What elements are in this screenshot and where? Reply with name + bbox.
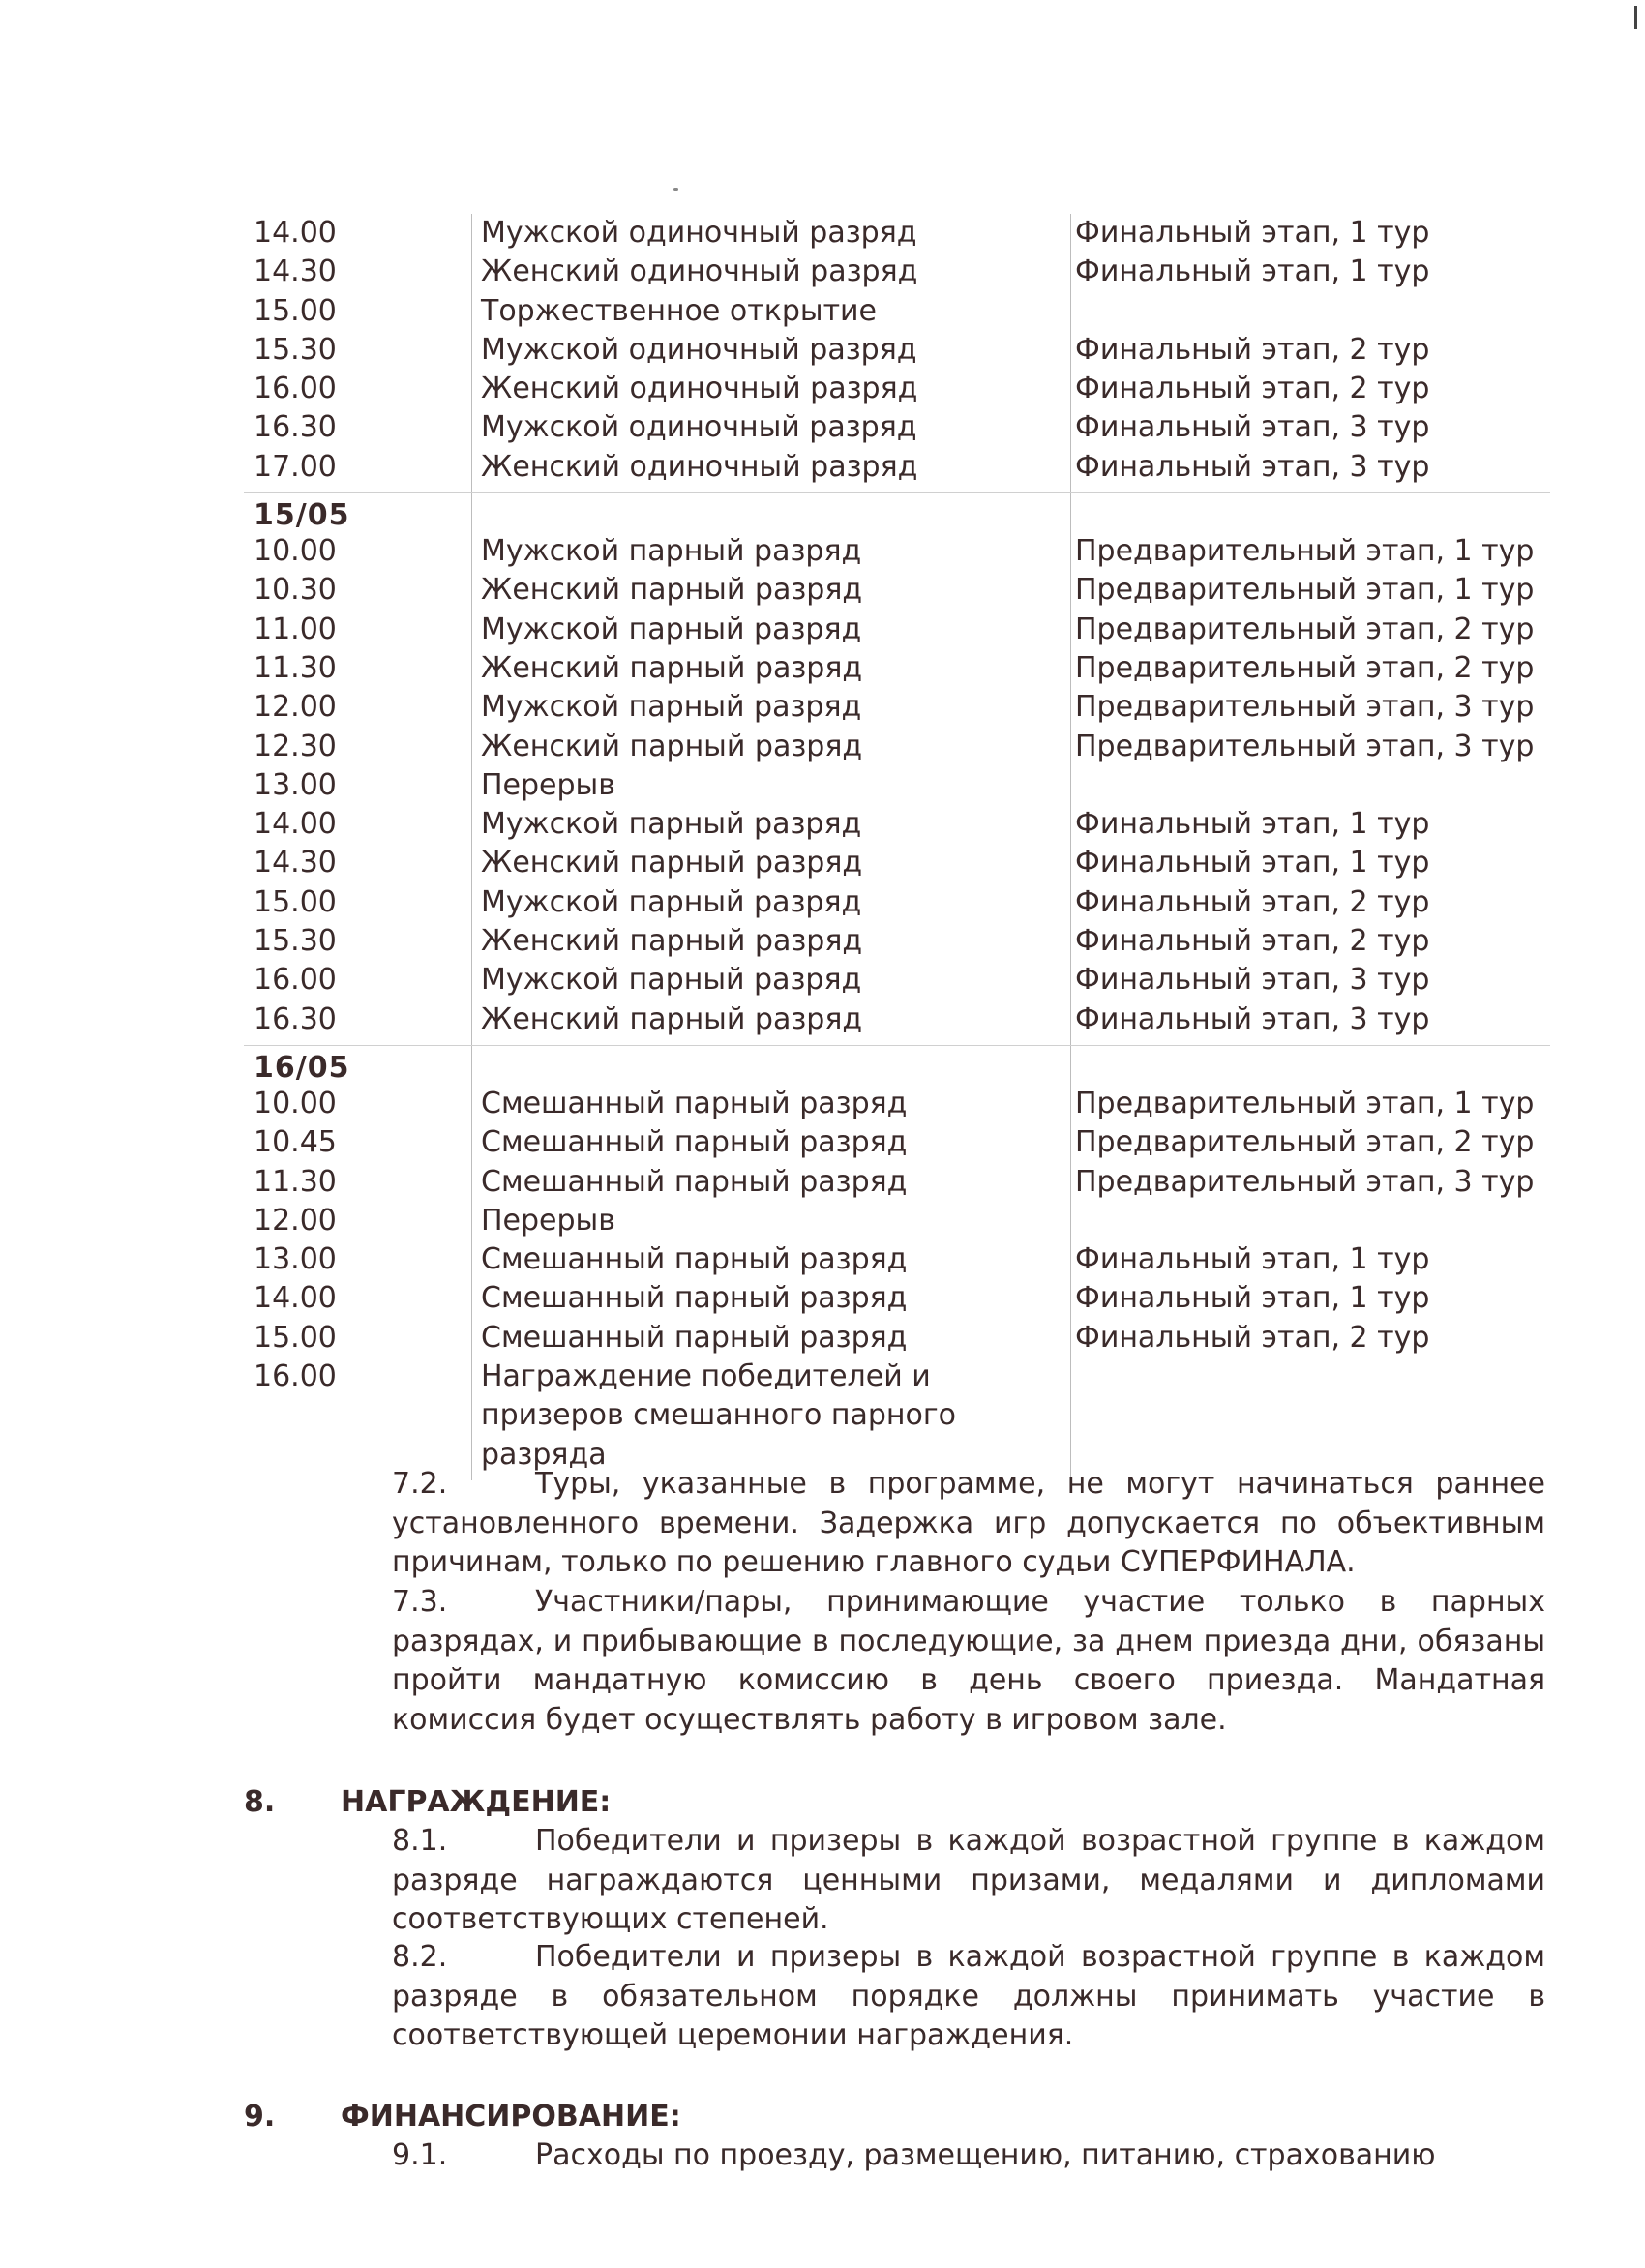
time-cell: 12.00 bbox=[254, 690, 337, 725]
schedule-row bbox=[244, 331, 1550, 370]
stage-cell: Финальный этап, 3 тур bbox=[1075, 963, 1430, 998]
event-cell: Мужской парный разряд bbox=[481, 963, 862, 998]
time-cell: 17.00 bbox=[254, 449, 337, 484]
paragraph-number: 9.1. bbox=[392, 2138, 448, 2172]
time-cell: 11.30 bbox=[254, 1164, 337, 1199]
schedule-row bbox=[244, 728, 1550, 766]
schedule-row bbox=[244, 370, 1550, 408]
schedule-row bbox=[244, 1085, 1550, 1123]
stage-cell: Предварительный этап, 2 тур bbox=[1075, 650, 1535, 685]
time-cell: 16.00 bbox=[254, 963, 337, 998]
stage-cell: Финальный этап, 1 тур bbox=[1075, 216, 1430, 250]
schedule-row bbox=[244, 448, 1550, 487]
event-cell: Мужской одиночный разряд bbox=[481, 410, 917, 445]
event-cell: Женский парный разряд bbox=[481, 1001, 863, 1036]
schedule-row bbox=[244, 214, 1550, 253]
time-cell: 10.00 bbox=[254, 1086, 337, 1120]
schedule-row bbox=[244, 1123, 1550, 1162]
time-cell: 14.00 bbox=[254, 807, 337, 842]
schedule-row bbox=[244, 883, 1550, 922]
stage-cell: Финальный этап, 2 тур bbox=[1075, 1320, 1430, 1355]
event-cell: Мужской парный разряд bbox=[481, 807, 862, 842]
time-cell: 15.30 bbox=[254, 332, 337, 367]
paragraph-text: Победители и призеры в каждой возрастной группе в каждом разряде награждаются ценными призами, медалями и дипломами соответствующих степеней. bbox=[392, 1824, 1545, 1936]
paragraph-number: 8.2. bbox=[392, 1940, 448, 1974]
schedule-table bbox=[244, 214, 1550, 1480]
section-heading-8 bbox=[244, 1783, 611, 1822]
paragraph-number: 8.1. bbox=[392, 1824, 448, 1858]
section-title: НАГРАЖДЕНИЕ: bbox=[341, 1785, 612, 1819]
day-date: 16/05 bbox=[254, 1050, 350, 1085]
scan-edge-mark bbox=[1634, 6, 1637, 29]
event-cell: Женский парный разряд bbox=[481, 650, 863, 685]
schedule-row bbox=[244, 1240, 1550, 1279]
time-cell: 16.30 bbox=[254, 1001, 337, 1036]
stage-cell: Финальный этап, 3 тур bbox=[1075, 449, 1430, 484]
stage-cell: Финальный этап, 3 тур bbox=[1075, 1001, 1430, 1036]
time-cell: 16.30 bbox=[254, 410, 337, 445]
paragraph-text: Победители и призеры в каждой возрастной группе в каждом разряде в обязательном порядке должны принимать участие в соответствующей церемонии награждения. bbox=[392, 1940, 1545, 2052]
event-cell: Мужской парный разряд bbox=[481, 884, 862, 919]
paragraph-8-1 bbox=[392, 1822, 1545, 1940]
schedule-day-block bbox=[244, 493, 1550, 1046]
scan-speck bbox=[673, 188, 678, 191]
schedule-row bbox=[244, 571, 1550, 610]
schedule-day-block bbox=[244, 1046, 1550, 1480]
stage-cell: Финальный этап, 1 тур bbox=[1075, 1242, 1430, 1277]
event-cell: Женский парный разряд bbox=[481, 573, 863, 608]
event-cell: Мужской парный разряд bbox=[481, 612, 862, 646]
event-cell: Женский одиночный разряд bbox=[481, 449, 918, 484]
section-heading-9 bbox=[244, 2098, 681, 2136]
time-cell: 16.00 bbox=[254, 372, 337, 406]
stage-cell: Финальный этап, 2 тур bbox=[1075, 332, 1430, 367]
time-cell: 13.00 bbox=[254, 767, 337, 802]
stage-cell: Предварительный этап, 3 тур bbox=[1075, 1164, 1535, 1199]
time-cell: 12.30 bbox=[254, 729, 337, 763]
time-cell: 10.30 bbox=[254, 573, 337, 608]
schedule-row bbox=[244, 1163, 1550, 1202]
time-cell: 15.00 bbox=[254, 884, 337, 919]
schedule-row bbox=[244, 253, 1550, 291]
event-cell: Перерыв bbox=[481, 767, 615, 802]
time-cell: 11.00 bbox=[254, 612, 337, 646]
schedule-row bbox=[244, 1279, 1550, 1318]
paragraph-number: 7.2. bbox=[392, 1467, 448, 1501]
schedule-row bbox=[244, 766, 1550, 805]
time-cell: 14.30 bbox=[254, 846, 337, 880]
schedule-row bbox=[244, 922, 1550, 961]
event-cell: Мужской одиночный разряд bbox=[481, 216, 917, 250]
day-header-row bbox=[244, 1046, 1550, 1085]
stage-cell: Финальный этап, 2 тур bbox=[1075, 924, 1430, 959]
stage-cell: Предварительный этап, 1 тур bbox=[1075, 1086, 1535, 1120]
stage-cell: Финальный этап, 2 тур bbox=[1075, 884, 1430, 919]
schedule-row bbox=[244, 1202, 1550, 1240]
schedule-row bbox=[244, 611, 1550, 649]
time-cell: 15.00 bbox=[254, 1320, 337, 1355]
stage-cell: Финальный этап, 1 тур bbox=[1075, 254, 1430, 289]
stage-cell: Предварительный этап, 3 тур bbox=[1075, 690, 1535, 725]
stage-cell: Финальный этап, 1 тур bbox=[1075, 1281, 1430, 1316]
event-cell: Женский парный разряд bbox=[481, 729, 863, 763]
event-cell: Женский одиночный разряд bbox=[481, 254, 918, 289]
section-number: 8. bbox=[244, 1785, 276, 1819]
time-cell: 11.30 bbox=[254, 650, 337, 685]
paragraph-9-1 bbox=[392, 2136, 1545, 2176]
paragraph-7-3 bbox=[392, 1583, 1545, 1740]
stage-cell: Финальный этап, 1 тур bbox=[1075, 807, 1430, 842]
event-cell: Смешанный парный разряд bbox=[481, 1320, 908, 1355]
event-cell: Смешанный парный разряд bbox=[481, 1242, 908, 1277]
event-cell: Мужской одиночный разряд bbox=[481, 332, 917, 367]
paragraph-text: Туры, указанные в программе, не могут начинаться раннее установленного времени. Задержка игр допускается по объективным причинам, только по решению главного судьи СУПЕРФИНАЛА. bbox=[392, 1467, 1545, 1579]
stage-cell: Предварительный этап, 2 тур bbox=[1075, 1125, 1535, 1160]
event-cell: Женский парный разряд bbox=[481, 846, 863, 880]
event-cell: Торжественное открытие bbox=[481, 293, 877, 328]
schedule-row bbox=[244, 1319, 1550, 1358]
event-cell: Смешанный парный разряд bbox=[481, 1125, 908, 1160]
stage-cell: Предварительный этап, 1 тур bbox=[1075, 534, 1535, 569]
event-cell: Перерыв bbox=[481, 1203, 615, 1238]
schedule-row bbox=[244, 292, 1550, 331]
time-cell: 10.45 bbox=[254, 1125, 337, 1160]
time-cell: 15.00 bbox=[254, 293, 337, 328]
time-cell: 13.00 bbox=[254, 1242, 337, 1277]
time-cell: 10.00 bbox=[254, 534, 337, 569]
day-date: 15/05 bbox=[254, 498, 350, 533]
schedule-row bbox=[244, 688, 1550, 727]
stage-cell: Предварительный этап, 1 тур bbox=[1075, 573, 1535, 608]
stage-cell: Предварительный этап, 2 тур bbox=[1075, 612, 1535, 646]
stage-cell: Финальный этап, 2 тур bbox=[1075, 372, 1430, 406]
schedule-row bbox=[244, 532, 1550, 571]
paragraph-number: 7.3. bbox=[392, 1585, 448, 1619]
schedule-row bbox=[244, 961, 1550, 1000]
day-header-row bbox=[244, 493, 1550, 532]
time-cell: 14.00 bbox=[254, 1281, 337, 1316]
time-cell: 14.00 bbox=[254, 216, 337, 250]
event-cell: Мужской парный разряд bbox=[481, 534, 862, 569]
event-cell: Женский одиночный разряд bbox=[481, 372, 918, 406]
schedule-row bbox=[244, 649, 1550, 688]
event-cell: Женский парный разряд bbox=[481, 924, 863, 959]
section-title: ФИНАНСИРОВАНИЕ: bbox=[341, 2100, 681, 2134]
time-cell: 14.30 bbox=[254, 254, 337, 289]
stage-cell: Финальный этап, 3 тур bbox=[1075, 410, 1430, 445]
event-cell: Награждение победителей и призеров смешанного парного разряда bbox=[481, 1359, 956, 1472]
event-cell: Смешанный парный разряд bbox=[481, 1164, 908, 1199]
section-number: 9. bbox=[244, 2100, 276, 2134]
schedule-row bbox=[244, 805, 1550, 844]
stage-cell: Финальный этап, 1 тур bbox=[1075, 846, 1430, 880]
schedule-row bbox=[244, 1358, 1550, 1475]
time-cell: 16.00 bbox=[254, 1359, 337, 1394]
paragraph-8-2 bbox=[392, 1938, 1545, 2056]
stage-cell: Предварительный этап, 3 тур bbox=[1075, 729, 1535, 763]
time-cell: 15.30 bbox=[254, 924, 337, 959]
time-cell: 12.00 bbox=[254, 1203, 337, 1238]
paragraph-7-2 bbox=[392, 1465, 1545, 1583]
event-cell: Смешанный парный разряд bbox=[481, 1086, 908, 1120]
paragraph-text: Расходы по проезду, размещению, питанию, страхованию bbox=[535, 2138, 1436, 2172]
schedule-row bbox=[244, 1000, 1550, 1039]
paragraph-text: Участники/пары, принимающие участие только в парных разрядах, и прибывающие в последующие, за днем приезда дни, обязаны пройти мандатную комиссию в день своего приезда. Мандатная комиссия будет осуществлять работу в игровом зале. bbox=[392, 1585, 1545, 1737]
schedule-row bbox=[244, 408, 1550, 447]
event-cell: Смешанный парный разряд bbox=[481, 1281, 908, 1316]
schedule-day-block bbox=[244, 214, 1550, 493]
event-cell: Мужской парный разряд bbox=[481, 690, 862, 725]
schedule-row bbox=[244, 844, 1550, 882]
